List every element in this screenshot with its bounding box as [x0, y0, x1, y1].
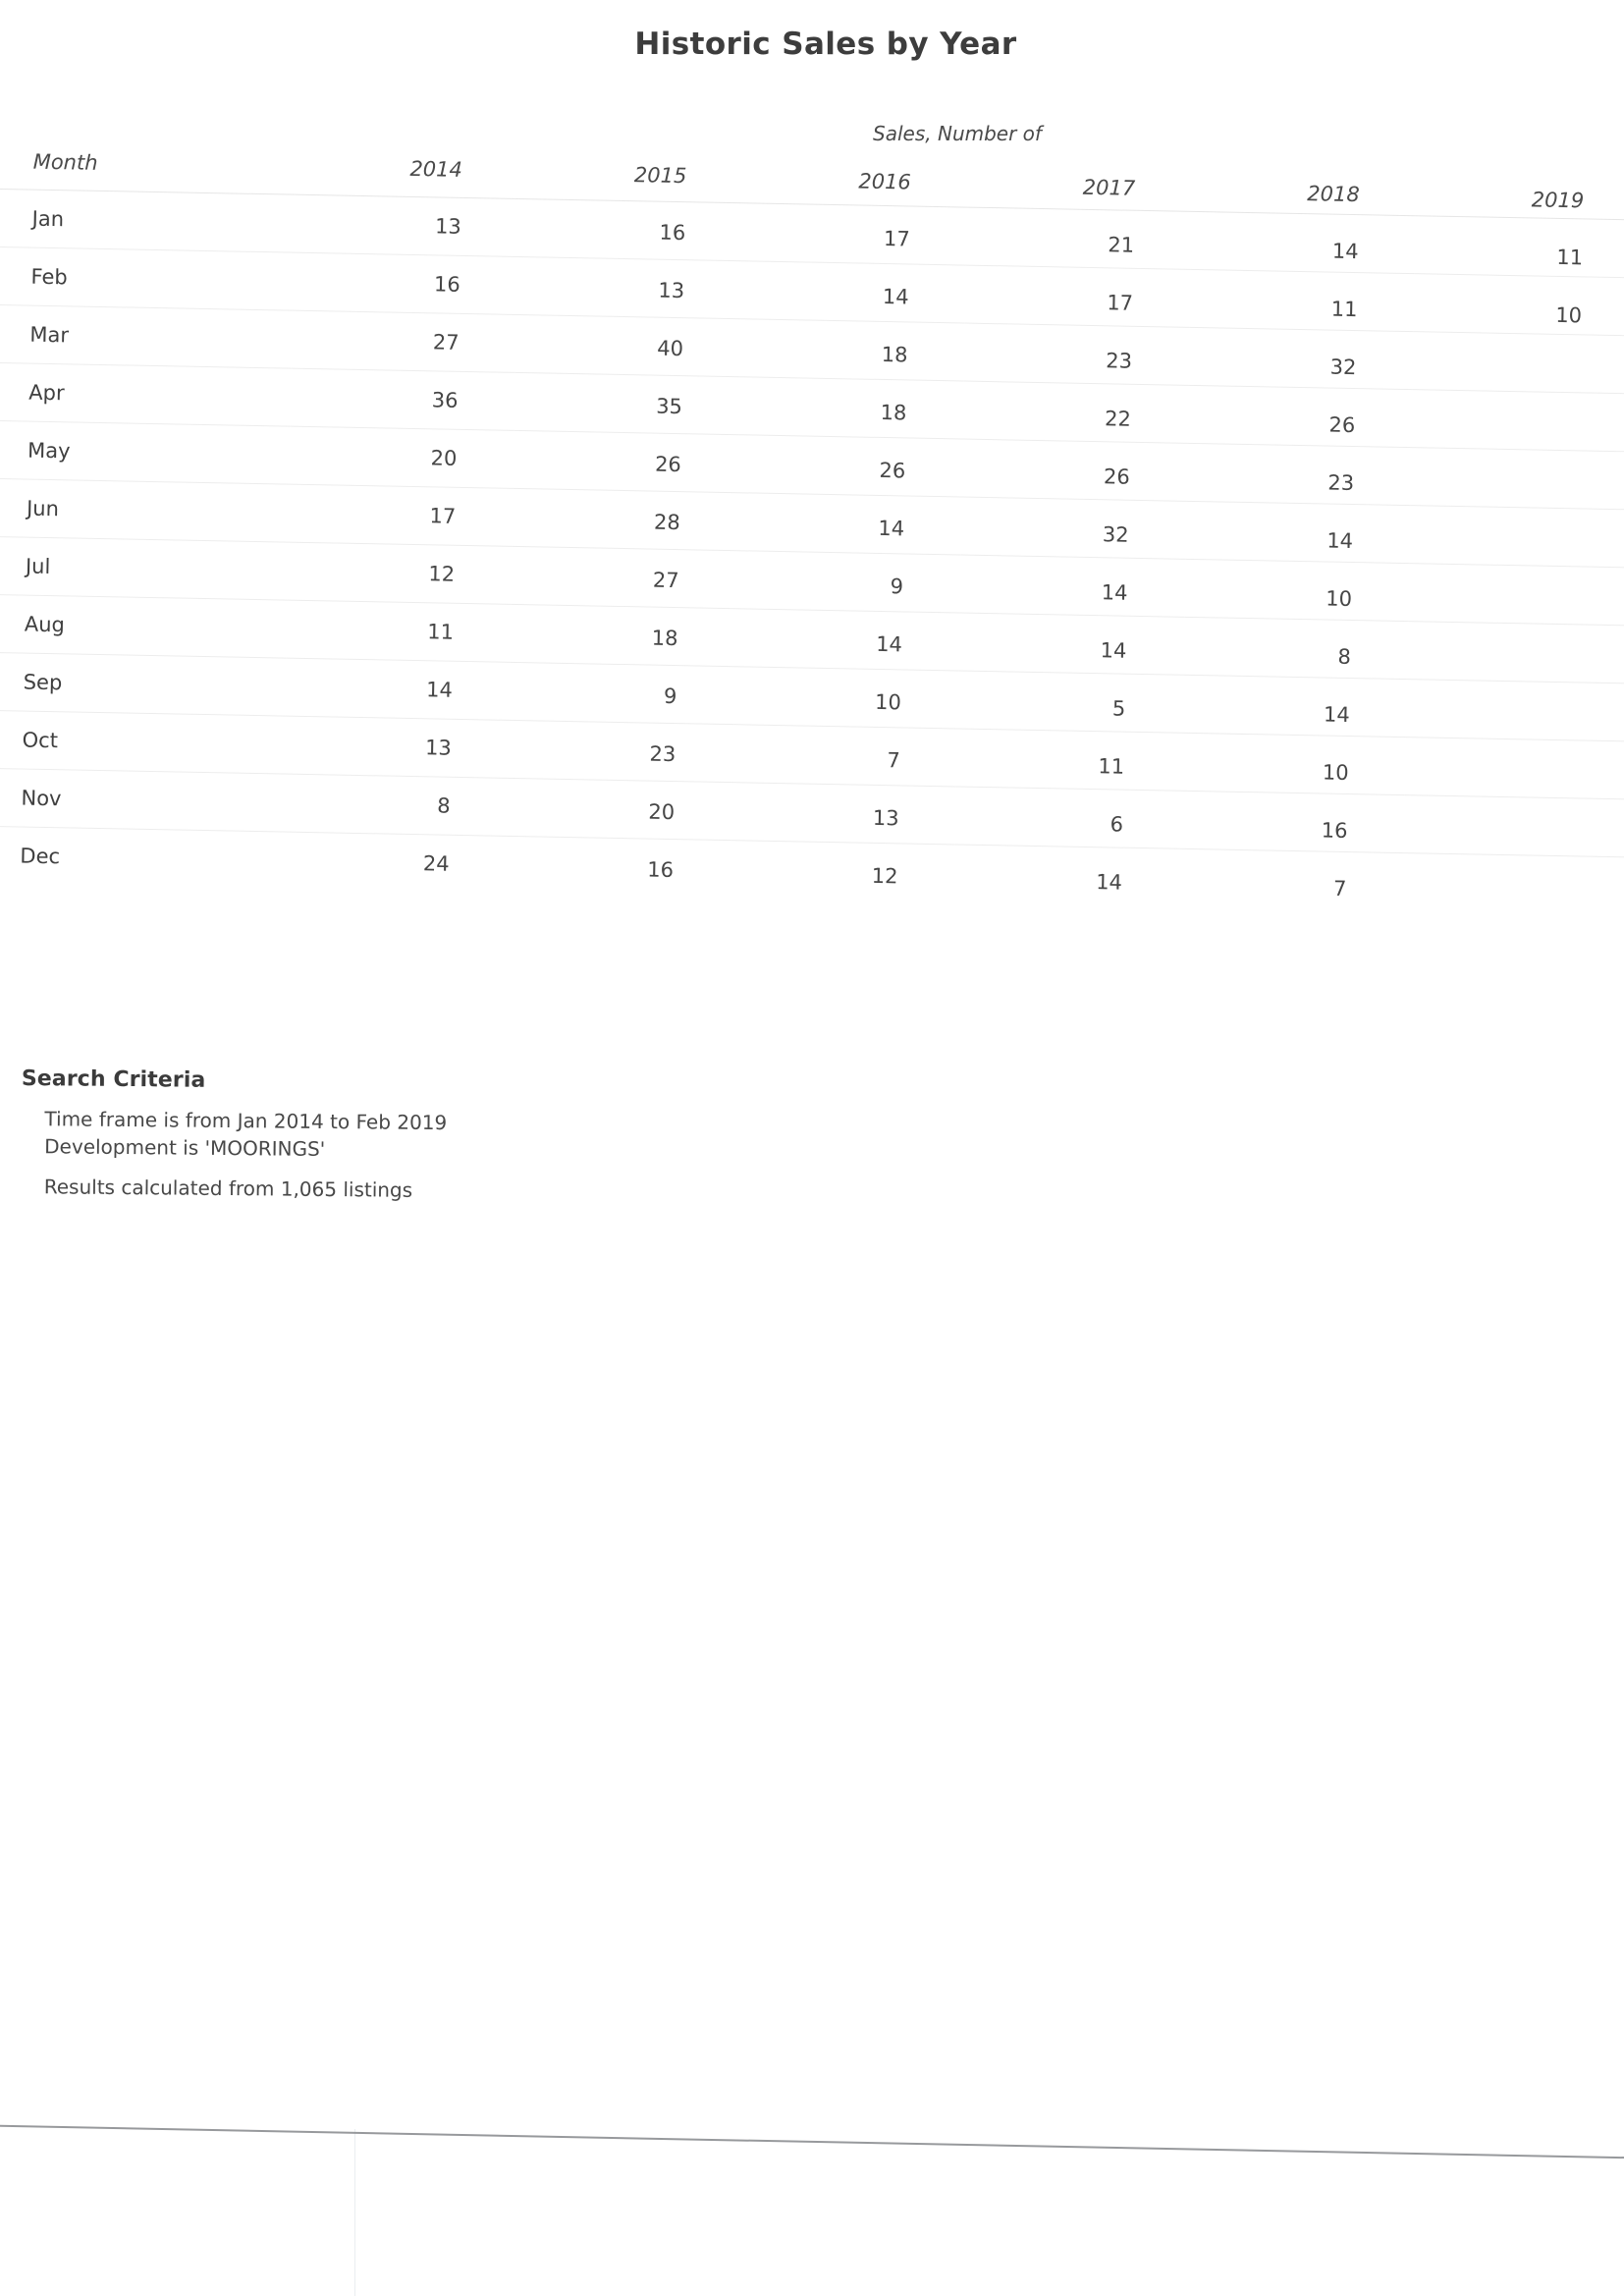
- cell-2017: 14: [959, 561, 1185, 623]
- cell-2016: 10: [733, 671, 959, 733]
- cell-2019: [1407, 631, 1624, 693]
- cell-2017: 11: [956, 735, 1182, 796]
- cell-2015: 20: [507, 780, 732, 842]
- criteria-development: Development is 'MOORINGS': [44, 1134, 326, 1162]
- cell-2014: 17: [288, 484, 514, 546]
- criteria-time-frame: Time frame is from Jan 2014 to Feb 2019: [44, 1107, 448, 1135]
- cell-2019: [1412, 400, 1624, 462]
- cell-2014: 24: [422, 851, 450, 876]
- cell-2019: [1413, 342, 1624, 404]
- row-label-month: Aug: [0, 594, 287, 658]
- cell-2017: 32: [961, 503, 1187, 565]
- cell-2014: 12: [287, 542, 513, 604]
- cell-2015: 13: [516, 258, 742, 320]
- column-header-2018: 2018: [1192, 178, 1417, 224]
- cell-2019: [1404, 805, 1624, 867]
- cell-2019: 11: [1415, 226, 1624, 288]
- row-label-month: May: [0, 420, 290, 484]
- row-label-month: Sep: [0, 652, 286, 716]
- cell-2014: 27: [292, 310, 517, 372]
- historic-sales-table: [0, 147, 1624, 914]
- row-label-month: Oct: [0, 710, 285, 774]
- cell-2016: 9: [735, 555, 961, 617]
- page-title: Historic Sales by Year: [634, 27, 1017, 62]
- cell-2014: 8: [283, 774, 509, 836]
- cell-2016: 18: [739, 323, 965, 385]
- cell-2018: 8: [1183, 625, 1409, 686]
- row-label-month: Dec: [20, 844, 61, 869]
- report-subtitle: Sales, Number of: [873, 122, 1042, 145]
- criteria-results-count: Results calculated from 1,065 listings: [43, 1175, 413, 1202]
- row-label-month: Jan: [0, 189, 295, 252]
- cell-2017: 14: [958, 619, 1184, 681]
- scan-artifact-page-edge: [0, 2124, 1624, 2159]
- cell-2014: 16: [293, 252, 518, 314]
- cell-2019: [1408, 574, 1624, 635]
- cell-2015: 23: [508, 722, 733, 784]
- cell-2016: 14: [734, 613, 960, 675]
- cell-2016: 7: [732, 729, 958, 791]
- cell-2018: 26: [1187, 393, 1413, 455]
- cell-2017: 5: [957, 677, 1183, 738]
- cell-2017: 14: [1095, 870, 1123, 895]
- cell-2018: 11: [1189, 277, 1415, 339]
- cell-2015: 26: [514, 432, 739, 494]
- cell-2016: 14: [736, 497, 962, 559]
- cell-2014: 20: [289, 426, 514, 488]
- column-header-2017: 2017: [967, 172, 1192, 218]
- cell-2015: 27: [512, 548, 737, 610]
- cell-2016: 17: [742, 207, 968, 269]
- cell-2018: 10: [1184, 567, 1410, 629]
- cell-2015: 18: [510, 606, 735, 668]
- cell-2017: 21: [966, 213, 1192, 275]
- cell-2016: 12: [871, 863, 898, 889]
- cell-2015: 28: [513, 490, 738, 552]
- cell-2015: 16: [517, 200, 743, 262]
- cell-2015: 35: [514, 374, 740, 436]
- search-criteria-list: [44, 1105, 905, 1209]
- cell-2018: 23: [1186, 451, 1412, 513]
- cell-2019: [1406, 689, 1624, 751]
- cell-2018: 32: [1188, 335, 1414, 397]
- row-label-month: Feb: [0, 246, 294, 310]
- column-header-2016: 2016: [743, 165, 968, 211]
- cell-2014: 11: [286, 600, 512, 662]
- cell-2014: 13: [294, 194, 519, 256]
- column-header-2015: 2015: [518, 159, 743, 205]
- row-label-month: Nov: [0, 768, 284, 832]
- cell-2017: 17: [965, 271, 1191, 333]
- cell-2017: 6: [955, 793, 1181, 854]
- cell-2019: [1411, 458, 1624, 519]
- column-header-2014: 2014: [295, 153, 519, 199]
- row-label-month: Apr: [0, 362, 292, 426]
- row-label-month: Mar: [0, 304, 293, 368]
- cell-2018: 16: [1179, 798, 1405, 860]
- scan-artifact-vertical-line: [354, 2129, 355, 2296]
- cell-2014: 36: [290, 368, 515, 430]
- row-label-month: Jul: [0, 536, 288, 600]
- cell-2018: 7: [1332, 876, 1347, 901]
- search-criteria-section: [21, 1066, 905, 1209]
- cell-2016: 26: [737, 439, 963, 501]
- cell-2017: 26: [962, 445, 1188, 507]
- cell-2017: 22: [963, 387, 1189, 449]
- cell-2018: 10: [1181, 740, 1407, 802]
- cell-2015: 9: [509, 664, 734, 726]
- column-header-2019: 2019: [1416, 184, 1624, 230]
- cell-2015: 16: [647, 857, 675, 883]
- cell-2018: 14: [1185, 509, 1411, 571]
- row-label-month: Jun: [0, 478, 289, 542]
- cell-2018: 14: [1182, 683, 1408, 744]
- search-criteria-heading: Search Criteria: [21, 1066, 206, 1093]
- cell-2016: 13: [731, 787, 957, 848]
- cell-2019: [1405, 747, 1624, 809]
- cell-2019: [1403, 863, 1624, 925]
- cell-2018: 14: [1191, 219, 1417, 281]
- cell-2015: 40: [515, 316, 741, 378]
- cell-2016: 18: [738, 381, 964, 443]
- cell-2019: 10: [1414, 284, 1624, 346]
- cell-2017: 23: [964, 329, 1190, 391]
- table-body: [0, 189, 1624, 914]
- cell-2019: [1409, 516, 1624, 577]
- cell-2014: 13: [284, 716, 510, 778]
- column-header-month: Month: [0, 147, 296, 194]
- cell-2016: 14: [741, 265, 967, 327]
- cell-2014: 14: [285, 658, 511, 720]
- sales-table-container: [0, 147, 1624, 915]
